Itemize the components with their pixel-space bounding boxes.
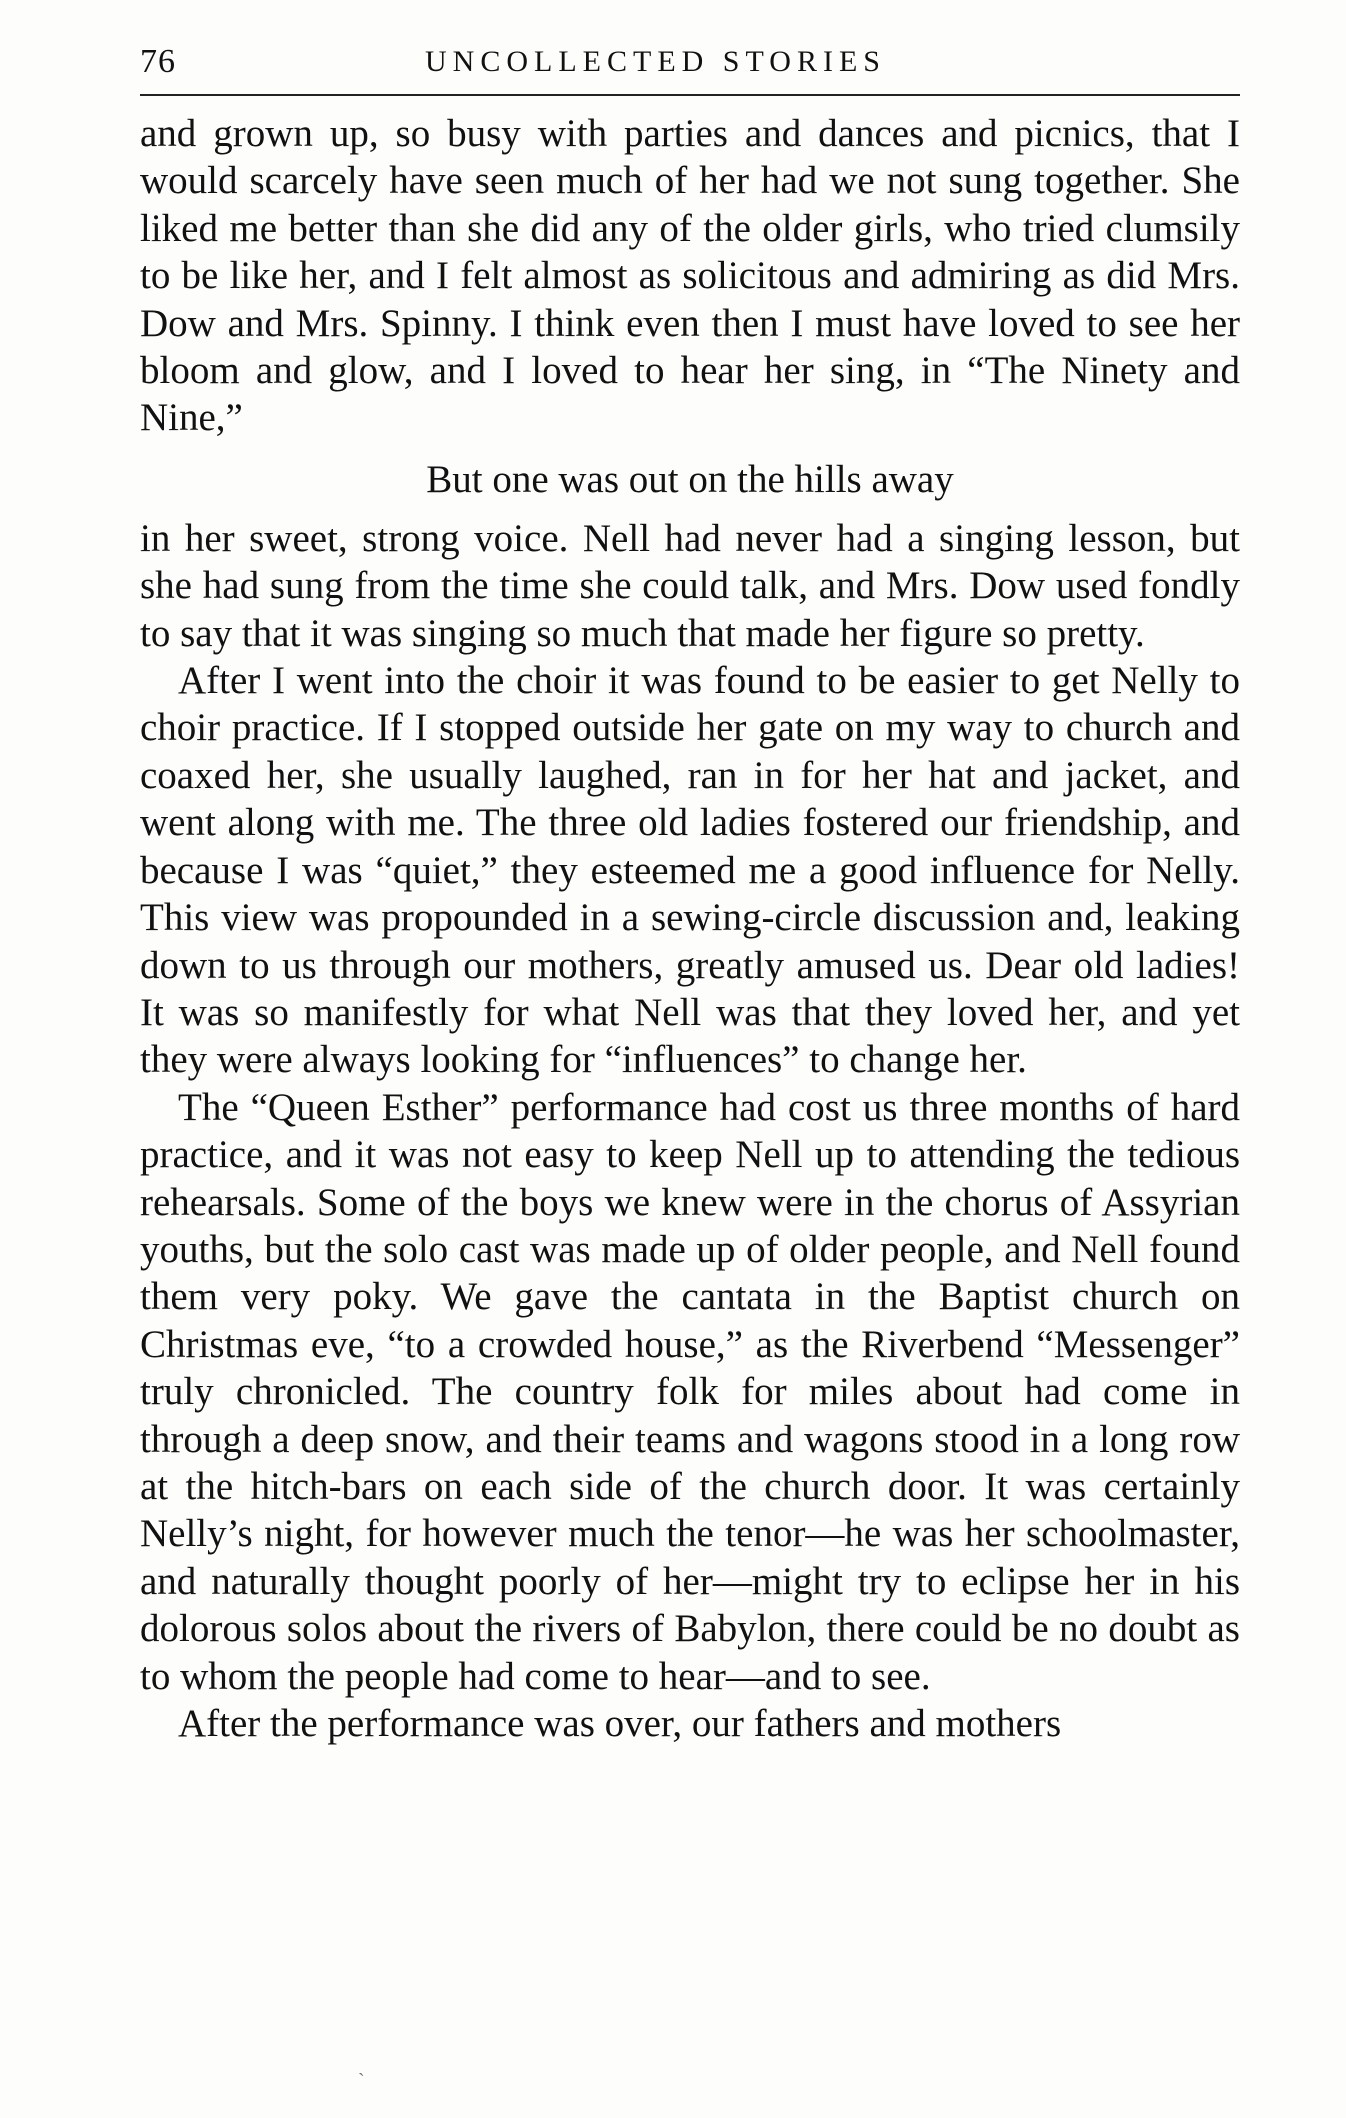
paragraph-after-performance: After the performance was over, our fathers and mothers xyxy=(178,1702,1062,1745)
verse-quote: But one was out on the hills away xyxy=(426,457,954,501)
paragraph-continued: and grown up, so busy with parties and dances and picnics, that I would scarcely have seen much of her had we not sung together. She liked me better than she did any of the older girls, who tried clumsily to be like her, and I felt almost as solicitous and admiring as did Mrs. Dow and Mrs. Spinny. I think even then I must have loved to see her bloom and glow, and I loved to hear her sing, in “The Ninety and Nine,” xyxy=(140,112,1240,440)
body-text xyxy=(140,110,1240,1747)
paragraph-queen-esther: The “Queen Esther” performance had cost us three months of hard practice, and it was not easy to keep Nell up to attending the tedious rehearsals. Some of the boys we knew were in the chorus of Assyrian youths, but the solo cast was made up of older people, and Nell found them very poky. We gave the cantata in the Baptist church on Christmas eve, “to a crowded house,” as the Riverbend “Messenger” truly chronicled. The country folk for miles about had come in through a deep snow, and their teams and wagons stood in a long row at the hitch-bars on each side of the church door. It was certainly Nelly’s night, for however much the tenor—he was her schoolmaster, and naturally thought poorly of her—might try to eclipse her in his dolorous solos about the rivers of Babylon, there could be no doubt as to whom the people had come to hear—and to see. xyxy=(140,1085,1240,1698)
paragraph-after-verse: in her sweet, strong voice. Nell had never had a singing lesson, but she had sung from the time she could talk, and Mrs. Dow used fondly to say that it was singing so much that made her figure so pretty. xyxy=(140,516,1240,655)
page-number: 76 xyxy=(140,43,176,80)
running-head: UNCOLLECTED STORIES xyxy=(425,45,886,78)
paragraph-choir: After I went into the choir it was found to be easier to get Nelly to choir practice. If I stopped outside her gate on my way to church and coaxed her, she usually laughed, ran in for her hat and jacket, and went along with me. The three old ladies fostered our friendship, and because I was “quiet,” they esteemed me a good influence for Nelly. This view was propounded in a sewing-circle discussion and, leaking down to us through our mothers, greatly amused us. Dear old ladies! It was so manifestly for what Nell was that they loved her, and yet they were always looking for “influences” to change her. xyxy=(140,659,1240,1082)
header-rule xyxy=(140,94,1240,96)
footer-mark: ˋ xyxy=(358,2070,365,2092)
page-header xyxy=(140,38,1240,86)
